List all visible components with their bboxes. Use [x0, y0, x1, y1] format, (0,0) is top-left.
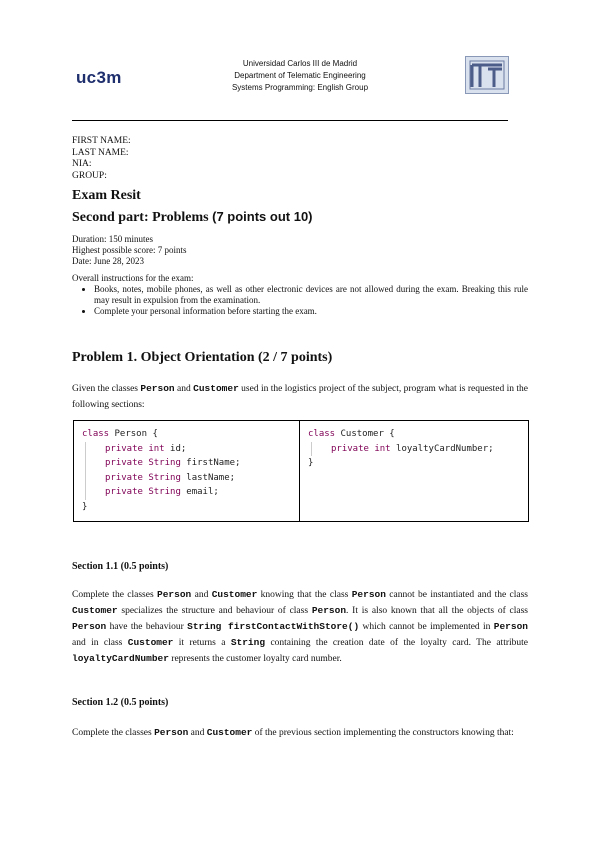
code-text: }	[82, 501, 88, 512]
group-name: Systems Programming: English Group	[231, 83, 369, 92]
part-title-points: (7 points out 10)	[212, 209, 313, 224]
intro-text: and	[174, 384, 194, 394]
nia-field[interactable]: NIA:	[72, 159, 92, 169]
para-text: containing the creation date of the loyalty card. The attribute	[265, 638, 528, 648]
code-text: id;	[164, 443, 187, 454]
code-keyword: private String	[105, 487, 181, 497]
part-title-main: Second part: Problems	[72, 210, 209, 225]
code-text: lastName;	[180, 472, 236, 483]
section-1-2-text	[72, 725, 528, 741]
para-text: represents the customer loyalty card number.	[168, 654, 342, 664]
para-text: cannot be instantiated and the class	[385, 590, 529, 600]
para-text: . It is also known that all the objects of class	[346, 606, 528, 616]
class-code-table	[73, 420, 529, 522]
section-1-2-title: Section 1.2 (0.5 points)	[72, 697, 169, 708]
department-name: Department of Telematic Engineering	[234, 71, 366, 80]
code-keyword: private String	[105, 458, 181, 468]
instructions-header: Overall instructions for the exam:	[72, 273, 194, 283]
code-text: Person {	[109, 429, 158, 439]
para-text: and in class	[72, 638, 128, 648]
part-title	[72, 209, 313, 226]
problem1-intro	[72, 381, 528, 413]
intro-code: Customer	[193, 383, 239, 394]
para-text: have the behaviour	[106, 622, 188, 632]
personal-info-fields	[72, 136, 131, 182]
para-text: Complete the classes	[72, 728, 155, 738]
para-text: knowing that the class	[257, 590, 352, 600]
instructions	[72, 273, 528, 317]
para-code: Person	[493, 621, 528, 632]
code-keyword: class	[82, 429, 110, 439]
instruction-item: • Books, notes, mobile phones, as well as other electronic devices are not allowed during the exam. Breaking this rule may result in expulsion from the examination.	[94, 284, 528, 306]
code-text: loyaltyCardNumber;	[390, 443, 494, 454]
para-code: Person	[154, 727, 189, 738]
code-text: Customer {	[335, 429, 395, 439]
intro-text: Given the classes	[72, 384, 141, 394]
header-divider	[72, 120, 508, 121]
university-name: Universidad Carlos III de Madrid	[242, 59, 358, 68]
para-code: Person	[72, 621, 107, 632]
code-text: firstName;	[180, 458, 241, 468]
person-class-code	[74, 421, 300, 521]
para-text: and	[188, 728, 207, 738]
code-keyword: private int	[105, 443, 165, 454]
customer-class-code	[300, 421, 528, 521]
exam-title: Exam Resit	[72, 188, 141, 203]
para-code: Person	[311, 605, 347, 616]
para-code: Person	[157, 589, 192, 600]
para-code: String firstContactWithStore()	[187, 621, 360, 632]
para-text: it returns a	[173, 638, 231, 648]
exam-details	[72, 234, 187, 267]
problem1-title: Problem 1. Object Orientation (2 / 7 points)	[72, 350, 333, 365]
code-text: email;	[180, 487, 219, 497]
code-keyword: private String	[105, 472, 181, 483]
para-text: Complete the classes	[72, 590, 158, 600]
para-text: specializes the structure and behaviour of class	[117, 606, 312, 616]
para-code: Customer	[206, 727, 253, 738]
para-code: loyaltyCardNumber	[72, 653, 169, 664]
institution-header	[160, 58, 440, 94]
para-text: of the previous section implementing the constructors knowing that:	[252, 728, 514, 738]
exam-score: Highest possible score: 7 points	[72, 245, 187, 255]
code-keyword: class	[308, 429, 336, 439]
intro-code: Person	[140, 383, 175, 394]
code-text: }	[308, 458, 314, 468]
para-code: Person	[351, 589, 386, 600]
uc3m-logo: uc3m	[76, 68, 122, 87]
instructions-list	[72, 284, 528, 317]
section-1-1-title: Section 1.1 (0.5 points)	[72, 561, 169, 572]
intro-text: used in the logistics project of the subject, program what is requested in the following sections:	[72, 384, 529, 410]
para-text: which cannot be implemented in	[359, 622, 494, 632]
para-code: Customer	[127, 637, 174, 648]
code-keyword: private int	[331, 443, 391, 454]
para-code: Customer	[211, 589, 258, 600]
last-name-field[interactable]: LAST NAME:	[72, 147, 129, 158]
para-text: and	[191, 590, 212, 600]
exam-duration: Duration: 150 minutes	[72, 234, 153, 244]
section-1-1-text	[72, 587, 528, 667]
instruction-item: • Complete your personal information before starting the exam.	[94, 306, 528, 317]
group-field[interactable]: GROUP:	[72, 170, 107, 181]
para-code: String	[230, 637, 266, 648]
first-name-field[interactable]: FIRST NAME:	[72, 136, 131, 146]
department-crest-logo	[465, 56, 509, 94]
para-code: Customer	[72, 605, 118, 616]
exam-date: Date: June 28, 2023	[72, 256, 144, 266]
